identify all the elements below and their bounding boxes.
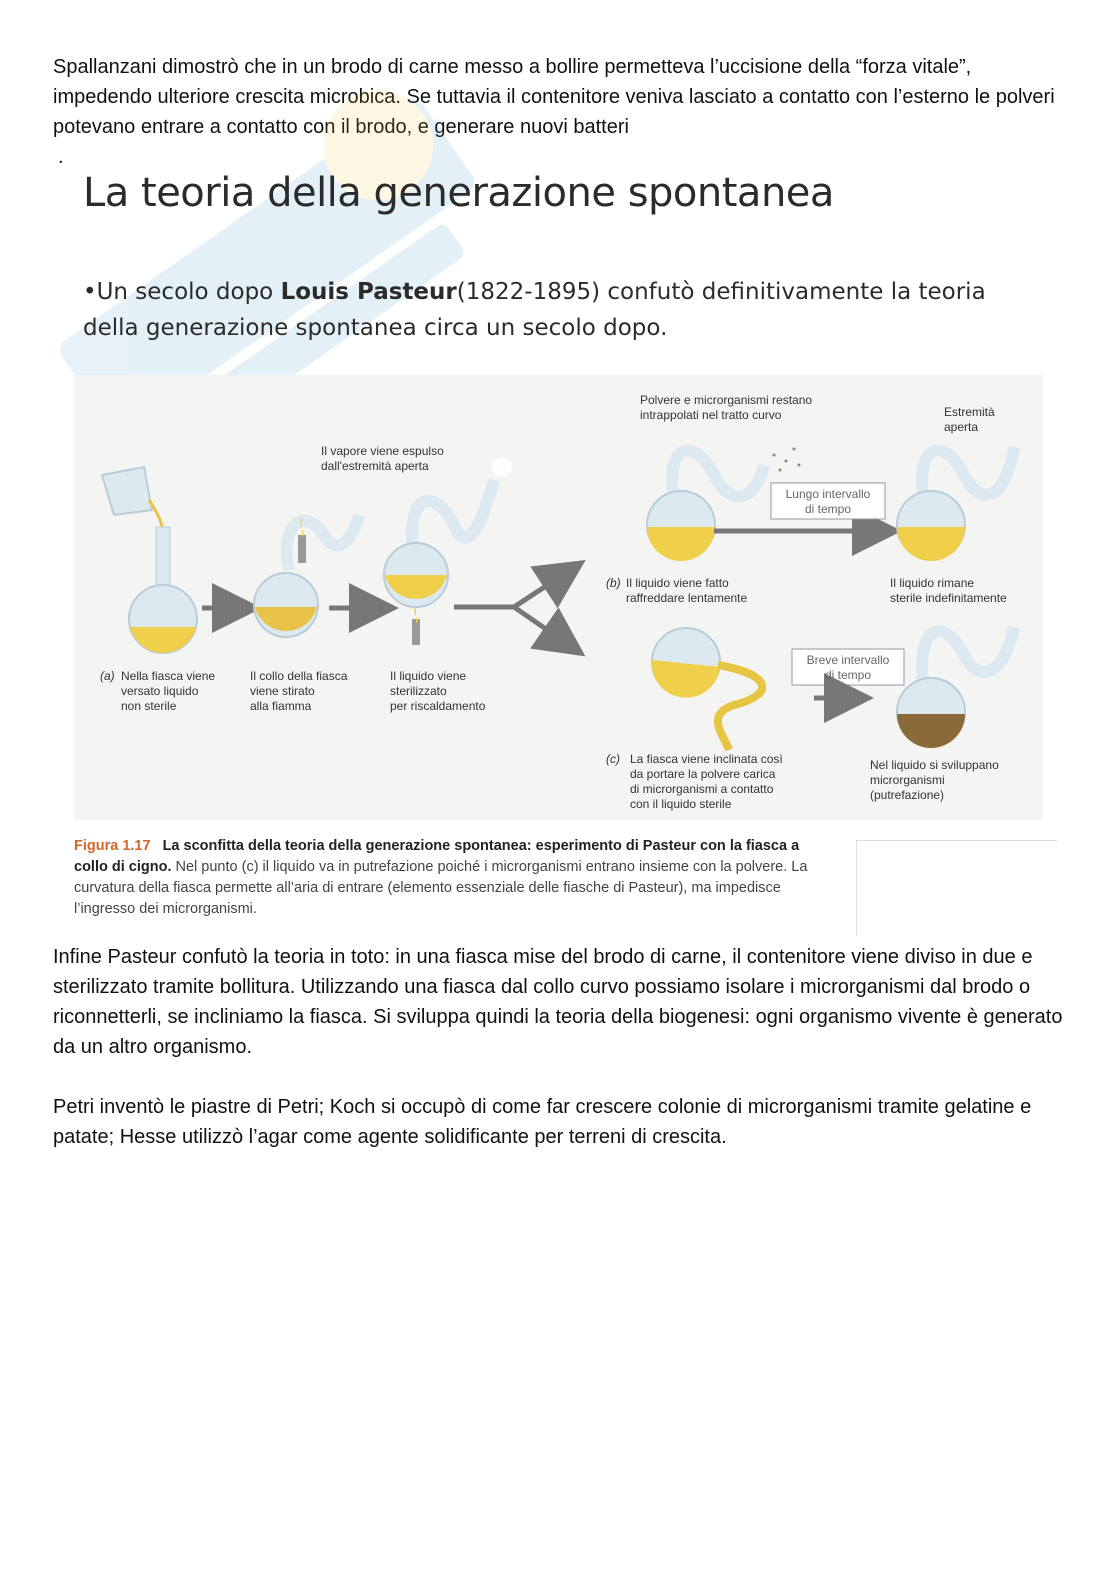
figure-number: Figura 1.17 — [74, 838, 151, 854]
stray-dot: . — [58, 146, 64, 168]
label-a-text: Nella fiasca viene versato liquido non sterile — [121, 669, 216, 713]
empty-box — [856, 840, 1057, 936]
flask-sterile-icon — [897, 447, 1014, 561]
label-b-text: Il liquido viene fatto raffreddare lentamente — [626, 576, 748, 605]
slide-bullet: •Un secolo dopo Louis Pasteur(1822-1895) confutò definitivamente la teoria della generazione spontanea circa un secolo dopo. — [83, 279, 986, 341]
label-short-interval: Breve intervallo di tempo — [806, 653, 890, 682]
flask-tilted-icon — [652, 628, 762, 750]
label-neck: Il collo della fiasca viene stirato alla fiamma — [250, 669, 348, 713]
label-a: (a) — [100, 669, 115, 683]
label-open-end: Estremità aperta — [944, 405, 995, 434]
label-putrefaction: Nel liquido si sviluppano microrganismi (putrefazione) — [870, 758, 999, 802]
caption-title: La sconfitta della teoria della generazione spontanea: esperimento di Pasteur con la fiasca a collo di cigno. — [74, 838, 800, 875]
slide-title: La teoria della generazione spontanea — [83, 170, 834, 216]
figure-caption — [74, 836, 834, 920]
pasteur-paragraph: Infine Pasteur confutò la teoria in toto: in una fiasca mise del brodo di carne, il contenitore viene diviso in due e sterilizzato tramite bollitura. Utilizzando una fiasca dal collo curvo possiamo isolare i microrganismi dal brodo o riconnetterli, se incliniamo la fiasca. Si sviluppa quindi la teoria della biogenesi: ogni organismo vivente è generato da un altro organismo. — [53, 946, 1063, 1058]
pasteur-name: Louis Pasteur — [280, 279, 457, 305]
label-dust-trapped: Polvere e microrganismi restano intrappolati nel tratto curvo — [640, 393, 813, 422]
label-long-interval: Lungo intervallo di tempo — [785, 487, 871, 516]
label-steam: Il vapore viene espulso dall'estremità aperta — [321, 444, 444, 473]
petri-koch-paragraph: Petri inventò le piastre di Petri; Koch si occupò di come far crescere colonie di microrganismi tramite gelatine e patate; Hesse utilizzò l’agar come agente solidificante per terreni di crescita. — [53, 1096, 1032, 1148]
flask-non-sterile-icon — [129, 527, 197, 653]
intro-paragraph: Spallanzani dimostrò che in un brodo di carne messo a bollire permetteva l’uccisione della “forza vitale”, impedendo ulteriore crescita microbica. Se tuttavia il contenitore veniva lasciato a contatto con l’esterno le polveri potevano entrare a contatto con il brodo, e generare nuovi batteri — [53, 56, 1055, 138]
flask-neck-stretched-icon — [254, 515, 359, 637]
label-remains-sterile: Il liquido rimane sterile indefinitamente — [890, 576, 1007, 605]
pasteur-experiment-figure — [74, 375, 1043, 820]
caption-body: Nel punto (c) il liquido va in putrefazione poiché i microrganismi entrano insieme con la polvere. La curvatura della fiasca permette all’aria di entrare (elemento essenziale delle fiasche di Pasteur), ma impedisce l’ingresso dei microrganismi. — [74, 859, 808, 917]
label-c-text: La fiasca viene inclinata così da portare la polvere carica di microrganismi a contatto con il liquido sterile — [630, 752, 783, 811]
flask-putrefaction-icon — [897, 627, 1014, 748]
beaker-icon — [102, 467, 164, 545]
label-sterilized: Il liquido viene sterilizzato per riscaldamento — [390, 669, 486, 713]
label-c: (c) — [606, 752, 620, 766]
flask-heated-icon — [384, 457, 512, 645]
label-b: (b) — [606, 576, 621, 590]
